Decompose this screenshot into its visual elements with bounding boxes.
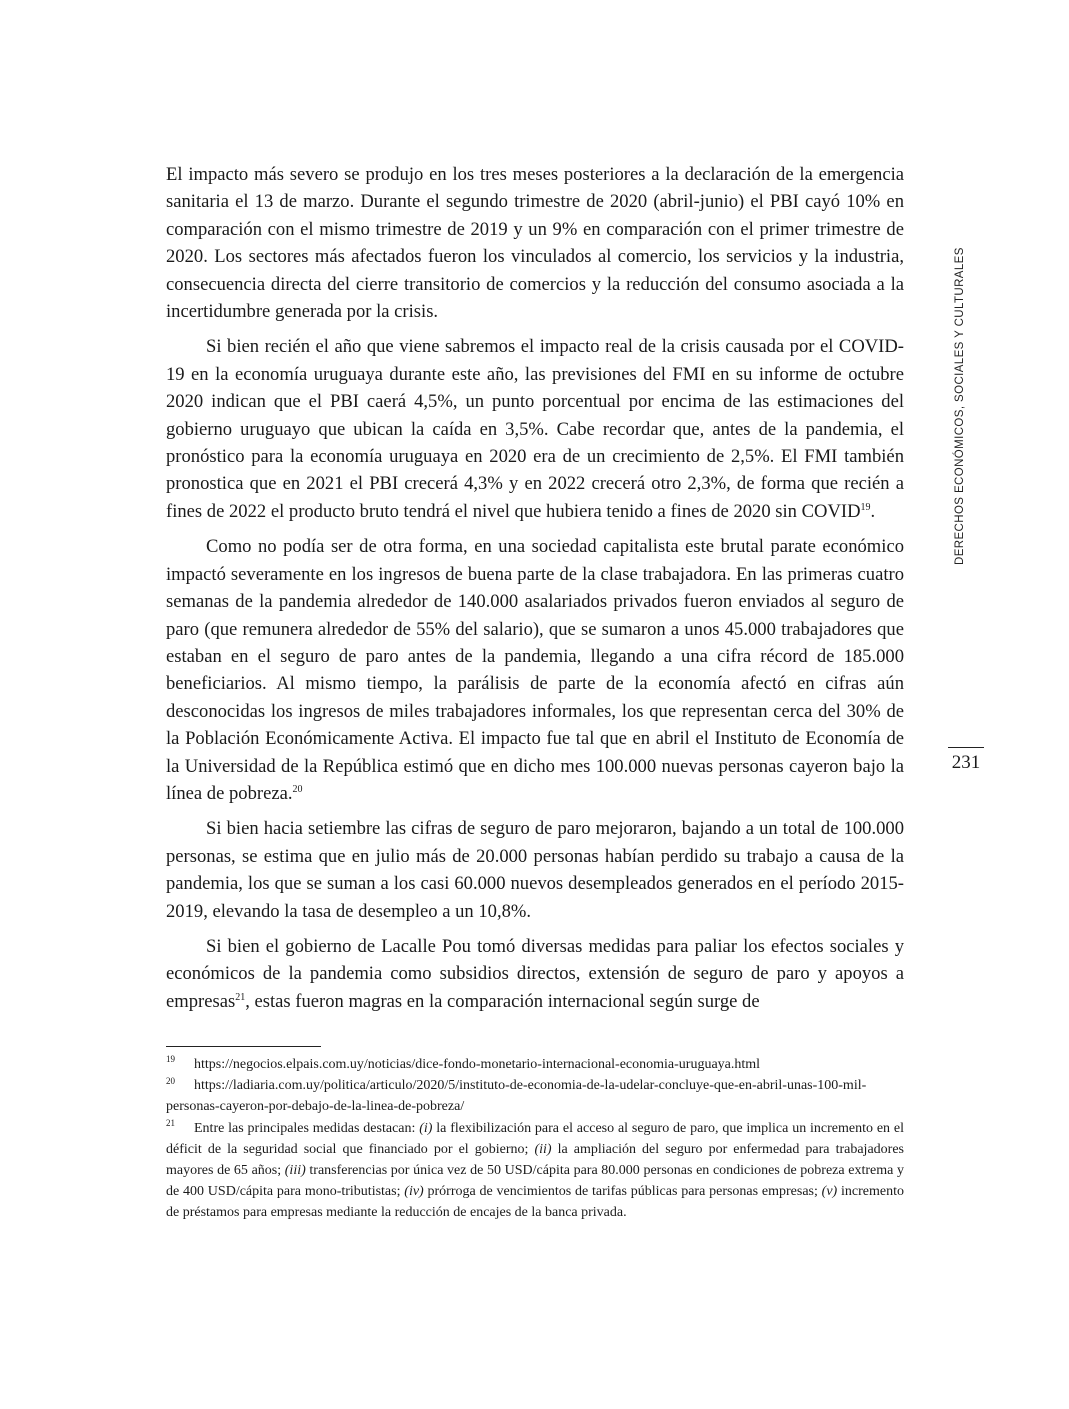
paragraph-5: Si bien el gobierno de Lacalle Pou tomó diversas medidas para paliar los efectos sociales y económicos de la pandemia como subsidios directos, extensión de seguro de paro y apoyos a empresas$^{21}$, estas fueron magras en la comparación internacional según surge de xyxy=(166,935,904,1012)
running-section-title: DERECHOS ECONÓMICOS, SOCIALES Y CULTURALES xyxy=(954,247,966,565)
page-number: 231 xyxy=(948,747,984,774)
footnotes xyxy=(166,1054,904,1224)
main-text xyxy=(166,161,904,1023)
paragraph-3: Como no podía ser de otra forma, en una sociedad capitalista este brutal parate económico impactó severamente en los ingresos de buena parte de la clase trabajadora. En las primeras cuatro semanas de la pandemia alrededor de 140.000 asalariados privados fueron enviados al seguro de paro (que remunera alrededor de 55% del salario), que se sumaron a unos 45.000 trabajadores que estaban en el seguro de paro antes de la pandemia, llegando a una cifra récord de 185.000 beneficiarios. Al mismo tiempo, la parálisis de parte de la economía afectó en cifras aún desconocidas los ingresos de miles trabajadores informales, los que representan cerca del 30% de la Población Económicamente Activa. El impacto fue tal que en abril el Instituto de Economía de la Universidad de la República estimó que en dicho mes 100.000 nuevas personas cayeron bajo la línea de pobreza.$^{20}$ xyxy=(166,536,904,804)
paragraph-2: Si bien recién el año que viene sabremos el impacto real de la crisis causada por el COVID-19 en la economía uruguaya durante este año, las previsiones del FMI en su informe de octubre 2020 indican que el PBI caerá 4,5%, un punto porcentual por encima de las estimaciones del gobierno uruguayo que ubican la caída en 3,5%. Cabe recordar que, antes de la pandemia, el pronóstico para la economía uruguaya en 2020 era de un crecimiento de 2,5%. El FMI también pronostica que en 2021 el PBI crecerá 4,3% y en 2022 crecerá otro 2,3%, de forma que recién a fines de 2022 el producto bruto tendrá el nivel que hubiera tenido a fines de 2020 sin COVID$^{19}$. xyxy=(166,336,904,522)
footnote-21: 21 Entre las principales medidas destacan: (i) la flexibilización para el acceso al seguro de paro, que implica un incremento en el déficit de la seguridad social que financiado por el gobierno; (ii) la ampliación del seguro por enfermedad para trabajadores mayores de 65 años; (iii) transferencias por única vez de 50 USD/cápita para 80.000 personas en condiciones de pobreza extrema y de 400 USD/cápita para mono-tributistas; (iv) prórroga de vencimientos de tarifas públicas para personas empresas; (v) incremento de préstamos para empresas mediante la reducción de encajes de la banca privada. xyxy=(166,1117,905,1221)
paragraph-4: Si bien hacia setiembre las cifras de seguro de paro mejoraron, bajando a un total de 100.000 personas, se estima que en julio más de 20.000 personas habían perdido su trabajo a causa de la pandemia, los que se suman a los casi 60.000 nuevos desempleados generados en el período 2015-2019, elevando la tasa de desempleo a un 10,8%. xyxy=(166,818,904,922)
footnote-19: 19 https://negocios.elpais.com.uy/noticias/dice-fondo-monetario-internacional-economia-uruguaya.html xyxy=(166,1054,761,1072)
paragraph-1: El impacto más severo se produjo en los tres meses posteriores a la declaración de la emergencia sanitaria el 13 de marzo. Durante el segundo trimestre de 2020 (abril-junio) el PBI cayó 10% en comparación con el mismo trimestre de 2019 y un 9% en comparación con el primer trimestre de 2020. Los sectores más afectados fueron los vinculados al comercio, los servicios y la industria, consecuencia directa del cierre transitorio de comercios y la reducción del consumo asociada a la incertidumbre generada por la crisis. xyxy=(166,164,904,323)
footnote-divider xyxy=(166,1046,321,1047)
footnote-ref-19[interactable]: 19 xyxy=(860,501,871,513)
footnote-ref-20[interactable]: 20 xyxy=(292,783,303,795)
footnote-link[interactable]: https://negocios.elpais.com.uy/noticias/dice-fondo-monetario-internacional-economia-uruguaya.html xyxy=(194,1057,761,1072)
footnote-ref-21[interactable]: 21 xyxy=(235,991,246,1003)
footnote-link[interactable]: https://ladiaria.com.uy/politica/articulo/2020/5/instituto-de-economia-de-la-udelar-concluye-que-en-abril-unas-100-mil-personas-cayeron-por-debajo-de-la-linea-de-pobreza/ xyxy=(166,1078,867,1115)
footnote-20: 20 https://ladiaria.com.uy/politica/articulo/2020/5/instituto-de-economia-de-la-udelar-concluye-que-en-abril-unas-100-mil-personas-cayeron-por-debajo-de-la-linea-de-pobreza/ xyxy=(166,1075,867,1115)
